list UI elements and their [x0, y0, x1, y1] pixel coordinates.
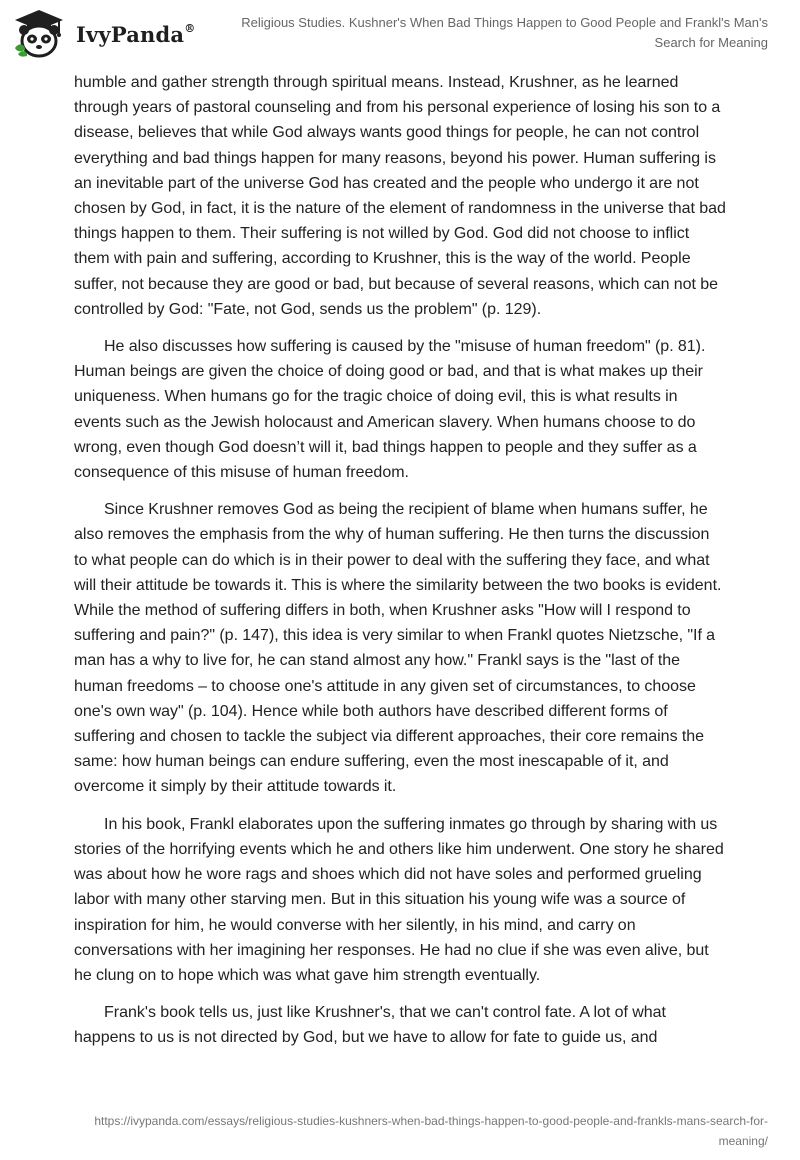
- logo-wordmark: [76, 22, 195, 47]
- page-header: [0, 0, 800, 64]
- essay-body: [74, 70, 726, 1063]
- paragraph: humble and gather strength through spiritual means. Instead, Krushner, as he learned through years of pastoral counseling and from his personal experience of losing his son to a disease, believes that while God always wants good things for people, he can not control everything and bad things happen for many reasons, beyond his power. Human suffering is an inevitable part of the universe God has created and the people who undergo it are not chosen by God, in fact, it is the nature of the element of randomness in the universe that bad things happen to them. Their suffering is not willed by God. God did not choose to inflict them with pain and suffering, according to Krushner, this is the way of the world. People suffer, not because they are good or bad, but because of several reasons, which can not be controlled by God: "Fate, not God, sends us the problem" (p. 129).: [74, 74, 726, 318]
- panda-graduate-icon: [13, 8, 65, 58]
- source-url-link[interactable]: https://ivypanda.com/essays/religious-studies-kushners-when-bad-things-happen-to-good-people-and-frankls-mans-search-for-meaning/: [94, 1114, 768, 1148]
- paragraph: Since Krushner removes God as being the recipient of blame when humans suffer, he also removes the emphasis from the why of human suffering. He then turns the discussion to what people can do which is in their power to deal with the suffering they face, and what will their attitude be towards it. This is where the similarity between the two books is evident. While the method of suffering differs in both, when Krushner asks "How will I respond to suffering and pain?" (p. 147), this idea is very similar to when Frankl quotes Nietzsche, "If a man has a why to live for, he can stand almost any how." Frankl says is the "last of the human freedoms – to choose one's attitude in any given set of circumstances, to choose one's own way" (p. 104). Hence while both authors have described different forms of suffering and chosen to tackle the subject via different approaches, their core remains the same: how human beings can endure suffering, even the most inescapable of it, and overcome it simply by their attitude towards it.: [74, 501, 722, 796]
- logo-name: IvyPanda: [76, 22, 185, 47]
- ivypanda-logo[interactable]: [13, 8, 213, 58]
- paragraph: He also discusses how suffering is caused by the "misuse of human freedom" (p. 81). Human beings are given the choice of doing good or bad, and that is what makes up their uniqueness. When humans go for the tragic choice of doing evil, this is what results in events such as the Jewish holocaust and American slavery. When humans choose to do wrong, even though God doesn’t will it, bad things happen to people and they suffer as a consequence of this misuse of human freedom.: [74, 338, 706, 482]
- paragraph: Frank's book tells us, just like Krushner's, that we can't control fate. A lot of what happens to us is not directed by God, but we have to allow for fate to guide us, and: [74, 1004, 666, 1047]
- registered-mark: ®: [184, 22, 196, 35]
- document-title: Religious Studies. Kushner's When Bad Things Happen to Good People and Frankl's Man's Search for Meaning: [241, 15, 768, 50]
- paragraph: In his book, Frankl elaborates upon the suffering inmates go through by sharing with us stories of the horrifying events which he and others like him underwent. One story he shared was about how he wore rags and shoes which did not have soles and performed grueling labor with many other starving men. But in this situation his young wife was a source of inspiration for him, he would converse with her silently, in his mind, and carry on conversations with her imagining her responses. He had no clue if she was even alive, but he clung on to hope which was what gave him strength eventually.: [74, 815, 724, 984]
